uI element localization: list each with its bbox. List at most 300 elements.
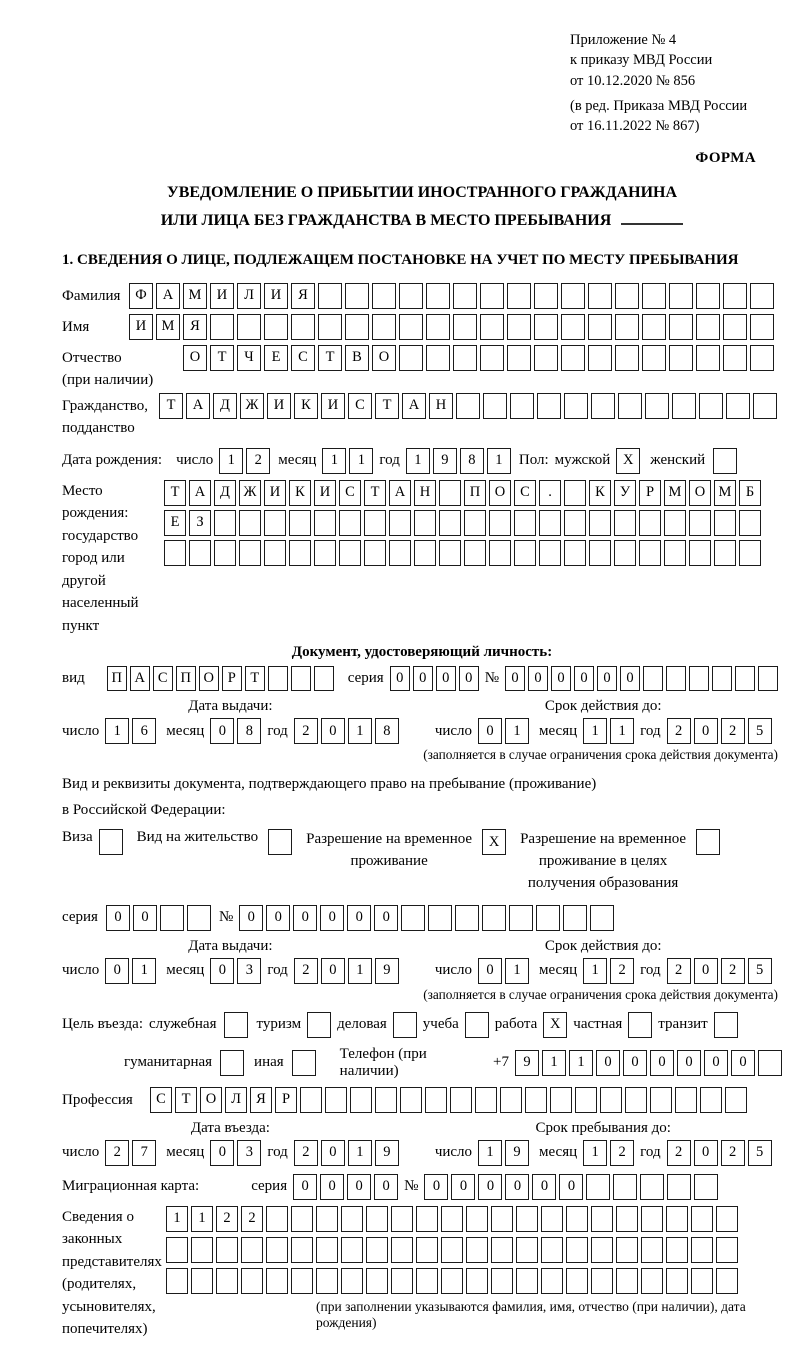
char-box[interactable]: З: [189, 510, 211, 536]
char-box[interactable]: 0: [597, 666, 617, 691]
char-box[interactable]: 2: [667, 718, 691, 744]
char-box[interactable]: [391, 1237, 413, 1263]
char-box[interactable]: [509, 905, 533, 931]
char-box[interactable]: Л: [225, 1087, 247, 1113]
char-box[interactable]: Ч: [237, 345, 261, 371]
char-box[interactable]: [416, 1268, 438, 1294]
char-box[interactable]: [456, 393, 480, 419]
char-box[interactable]: Б: [739, 480, 761, 506]
char-box[interactable]: 0: [347, 1174, 371, 1200]
char-box[interactable]: 1: [191, 1206, 213, 1232]
char-box[interactable]: 2: [294, 958, 318, 984]
char-box[interactable]: С: [291, 345, 315, 371]
char-box[interactable]: [266, 1268, 288, 1294]
char-box[interactable]: [588, 283, 612, 309]
char-box[interactable]: 0: [293, 905, 317, 931]
char-box[interactable]: 0: [374, 1174, 398, 1200]
char-box[interactable]: 1: [166, 1206, 188, 1232]
char-box[interactable]: П: [176, 666, 196, 691]
char-box[interactable]: 9: [433, 448, 457, 474]
char-box[interactable]: [399, 314, 423, 340]
char-box[interactable]: Т: [364, 480, 386, 506]
char-box[interactable]: [566, 1237, 588, 1263]
char-box[interactable]: [696, 345, 720, 371]
char-box[interactable]: Н: [414, 480, 436, 506]
residence-permit-checkbox[interactable]: [268, 829, 292, 855]
char-box[interactable]: М: [156, 314, 180, 340]
char-box[interactable]: 0: [731, 1050, 755, 1076]
char-box[interactable]: [716, 1237, 738, 1263]
char-box[interactable]: [366, 1268, 388, 1294]
char-box[interactable]: Т: [318, 345, 342, 371]
char-box[interactable]: [372, 314, 396, 340]
char-box[interactable]: [426, 314, 450, 340]
char-box[interactable]: [441, 1206, 463, 1232]
char-box[interactable]: [566, 1268, 588, 1294]
char-box[interactable]: 0: [694, 1140, 718, 1166]
char-box[interactable]: А: [156, 283, 180, 309]
char-box[interactable]: [314, 666, 334, 691]
char-box[interactable]: [289, 510, 311, 536]
char-box[interactable]: [489, 540, 511, 566]
char-box[interactable]: [600, 1087, 622, 1113]
char-box[interactable]: [400, 1087, 422, 1113]
char-box[interactable]: 5: [748, 958, 772, 984]
char-box[interactable]: [164, 540, 186, 566]
char-box[interactable]: П: [464, 480, 486, 506]
char-box[interactable]: А: [389, 480, 411, 506]
char-box[interactable]: [666, 666, 686, 691]
char-box[interactable]: [675, 1087, 697, 1113]
char-box[interactable]: 2: [241, 1206, 263, 1232]
char-box[interactable]: 1: [322, 448, 346, 474]
char-box[interactable]: 1: [348, 958, 372, 984]
purpose-business-checkbox[interactable]: [224, 1012, 248, 1038]
char-box[interactable]: [618, 393, 642, 419]
char-box[interactable]: О: [489, 480, 511, 506]
char-box[interactable]: [691, 1206, 713, 1232]
char-box[interactable]: 0: [210, 1140, 234, 1166]
char-box[interactable]: [289, 540, 311, 566]
char-box[interactable]: [339, 510, 361, 536]
char-box[interactable]: [669, 345, 693, 371]
char-box[interactable]: [666, 1206, 688, 1232]
char-box[interactable]: 1: [583, 958, 607, 984]
char-box[interactable]: А: [402, 393, 426, 419]
char-box[interactable]: [389, 510, 411, 536]
char-box[interactable]: [588, 345, 612, 371]
char-box[interactable]: [525, 1087, 547, 1113]
char-box[interactable]: [723, 314, 747, 340]
char-box[interactable]: 8: [460, 448, 484, 474]
char-box[interactable]: [550, 1087, 572, 1113]
char-box[interactable]: [210, 314, 234, 340]
char-box[interactable]: 1: [569, 1050, 593, 1076]
char-box[interactable]: [480, 283, 504, 309]
char-box[interactable]: [589, 510, 611, 536]
char-box[interactable]: В: [345, 345, 369, 371]
char-box[interactable]: [166, 1268, 188, 1294]
char-box[interactable]: [591, 1237, 613, 1263]
char-box[interactable]: 8: [375, 718, 399, 744]
char-box[interactable]: [588, 314, 612, 340]
char-box[interactable]: [510, 393, 534, 419]
char-box[interactable]: [364, 510, 386, 536]
char-box[interactable]: [453, 283, 477, 309]
char-box[interactable]: [714, 510, 736, 536]
char-box[interactable]: [664, 510, 686, 536]
char-box[interactable]: [316, 1268, 338, 1294]
char-box[interactable]: [239, 540, 261, 566]
char-box[interactable]: Т: [175, 1087, 197, 1113]
purpose-transit-checkbox[interactable]: [714, 1012, 738, 1038]
char-box[interactable]: 1: [583, 1140, 607, 1166]
char-box[interactable]: [739, 540, 761, 566]
char-box[interactable]: [723, 345, 747, 371]
char-box[interactable]: [726, 393, 750, 419]
char-box[interactable]: [264, 510, 286, 536]
visa-checkbox[interactable]: [99, 829, 123, 855]
char-box[interactable]: [643, 666, 663, 691]
char-box[interactable]: 1: [542, 1050, 566, 1076]
char-box[interactable]: [389, 540, 411, 566]
purpose-humanitarian-checkbox[interactable]: [220, 1050, 244, 1076]
char-box[interactable]: [166, 1237, 188, 1263]
char-box[interactable]: [401, 905, 425, 931]
char-box[interactable]: [514, 540, 536, 566]
char-box[interactable]: [316, 1237, 338, 1263]
char-box[interactable]: 0: [620, 666, 640, 691]
char-box[interactable]: [191, 1237, 213, 1263]
char-box[interactable]: 9: [375, 1140, 399, 1166]
char-box[interactable]: И: [321, 393, 345, 419]
char-box[interactable]: О: [183, 345, 207, 371]
char-box[interactable]: [669, 283, 693, 309]
char-box[interactable]: [366, 1237, 388, 1263]
char-box[interactable]: [441, 1268, 463, 1294]
char-box[interactable]: [666, 1237, 688, 1263]
char-box[interactable]: [712, 666, 732, 691]
char-box[interactable]: [364, 540, 386, 566]
char-box[interactable]: М: [664, 480, 686, 506]
char-box[interactable]: 9: [505, 1140, 529, 1166]
char-box[interactable]: Т: [375, 393, 399, 419]
char-box[interactable]: [189, 540, 211, 566]
char-box[interactable]: 1: [487, 448, 511, 474]
char-box[interactable]: 1: [583, 718, 607, 744]
purpose-private-checkbox[interactable]: [628, 1012, 652, 1038]
char-box[interactable]: [464, 540, 486, 566]
char-box[interactable]: [160, 905, 184, 931]
char-box[interactable]: [216, 1268, 238, 1294]
char-box[interactable]: [650, 1087, 672, 1113]
char-box[interactable]: [667, 1174, 691, 1200]
char-box[interactable]: [514, 510, 536, 536]
char-box[interactable]: [391, 1206, 413, 1232]
char-box[interactable]: [691, 1237, 713, 1263]
char-box[interactable]: [561, 283, 585, 309]
char-box[interactable]: [325, 1087, 347, 1113]
temp-residence-edu-checkbox[interactable]: [696, 829, 720, 855]
char-box[interactable]: О: [199, 666, 219, 691]
char-box[interactable]: [399, 345, 423, 371]
char-box[interactable]: 1: [349, 448, 373, 474]
char-box[interactable]: И: [264, 283, 288, 309]
char-box[interactable]: [399, 283, 423, 309]
purpose-work-checkbox[interactable]: X: [543, 1012, 567, 1038]
char-box[interactable]: [669, 314, 693, 340]
char-box[interactable]: Я: [250, 1087, 272, 1113]
char-box[interactable]: 3: [237, 958, 261, 984]
char-box[interactable]: [564, 540, 586, 566]
char-box[interactable]: [591, 393, 615, 419]
purpose-other-checkbox[interactable]: [292, 1050, 316, 1076]
char-box[interactable]: [491, 1268, 513, 1294]
char-box[interactable]: Т: [210, 345, 234, 371]
char-box[interactable]: 0: [320, 1174, 344, 1200]
char-box[interactable]: 0: [293, 1174, 317, 1200]
char-box[interactable]: М: [714, 480, 736, 506]
char-box[interactable]: [691, 1268, 713, 1294]
char-box[interactable]: [642, 345, 666, 371]
char-box[interactable]: [664, 540, 686, 566]
char-box[interactable]: [615, 345, 639, 371]
char-box[interactable]: [341, 1237, 363, 1263]
char-box[interactable]: [641, 1268, 663, 1294]
char-box[interactable]: .: [539, 480, 561, 506]
char-box[interactable]: [489, 510, 511, 536]
char-box[interactable]: 0: [505, 1174, 529, 1200]
char-box[interactable]: [689, 540, 711, 566]
char-box[interactable]: 1: [132, 958, 156, 984]
char-box[interactable]: 0: [596, 1050, 620, 1076]
char-box[interactable]: К: [294, 393, 318, 419]
char-box[interactable]: [537, 393, 561, 419]
char-box[interactable]: [266, 1237, 288, 1263]
char-box[interactable]: 1: [478, 1140, 502, 1166]
char-box[interactable]: [491, 1206, 513, 1232]
char-box[interactable]: [318, 314, 342, 340]
char-box[interactable]: 1: [219, 448, 243, 474]
char-box[interactable]: 2: [667, 958, 691, 984]
char-box[interactable]: [672, 393, 696, 419]
char-box[interactable]: У: [614, 480, 636, 506]
char-box[interactable]: [564, 393, 588, 419]
char-box[interactable]: [615, 283, 639, 309]
char-box[interactable]: Л: [237, 283, 261, 309]
char-box[interactable]: [439, 540, 461, 566]
char-box[interactable]: [241, 1268, 263, 1294]
char-box[interactable]: 0: [694, 958, 718, 984]
char-box[interactable]: [241, 1237, 263, 1263]
char-box[interactable]: 0: [321, 718, 345, 744]
char-box[interactable]: [716, 1206, 738, 1232]
char-box[interactable]: Я: [183, 314, 207, 340]
char-box[interactable]: [341, 1268, 363, 1294]
char-box[interactable]: И: [267, 393, 291, 419]
char-box[interactable]: 1: [505, 958, 529, 984]
char-box[interactable]: [614, 540, 636, 566]
char-box[interactable]: [366, 1206, 388, 1232]
char-box[interactable]: 0: [551, 666, 571, 691]
char-box[interactable]: 0: [390, 666, 410, 691]
char-box[interactable]: Д: [214, 480, 236, 506]
char-box[interactable]: [214, 510, 236, 536]
char-box[interactable]: [414, 540, 436, 566]
char-box[interactable]: 0: [478, 718, 502, 744]
char-box[interactable]: [425, 1087, 447, 1113]
char-box[interactable]: [291, 1206, 313, 1232]
char-box[interactable]: [586, 1174, 610, 1200]
char-box[interactable]: 2: [610, 1140, 634, 1166]
char-box[interactable]: [426, 283, 450, 309]
char-box[interactable]: 0: [347, 905, 371, 931]
char-box[interactable]: [187, 905, 211, 931]
char-box[interactable]: [589, 540, 611, 566]
char-box[interactable]: [534, 345, 558, 371]
char-box[interactable]: [758, 1050, 782, 1076]
char-box[interactable]: [536, 905, 560, 931]
char-box[interactable]: [507, 283, 531, 309]
char-box[interactable]: [491, 1237, 513, 1263]
char-box[interactable]: [625, 1087, 647, 1113]
char-box[interactable]: С: [348, 393, 372, 419]
char-box[interactable]: 0: [413, 666, 433, 691]
char-box[interactable]: Т: [159, 393, 183, 419]
char-box[interactable]: 0: [505, 666, 525, 691]
char-box[interactable]: С: [514, 480, 536, 506]
char-box[interactable]: [466, 1268, 488, 1294]
char-box[interactable]: [750, 314, 774, 340]
char-box[interactable]: [590, 905, 614, 931]
char-box[interactable]: [350, 1087, 372, 1113]
char-box[interactable]: 1: [348, 1140, 372, 1166]
char-box[interactable]: 6: [132, 718, 156, 744]
char-box[interactable]: [539, 510, 561, 536]
char-box[interactable]: И: [264, 480, 286, 506]
char-box[interactable]: 2: [610, 958, 634, 984]
char-box[interactable]: 0: [694, 718, 718, 744]
char-box[interactable]: [696, 314, 720, 340]
char-box[interactable]: А: [130, 666, 150, 691]
char-box[interactable]: [441, 1237, 463, 1263]
char-box[interactable]: [480, 345, 504, 371]
char-box[interactable]: 3: [237, 1140, 261, 1166]
char-box[interactable]: С: [150, 1087, 172, 1113]
char-box[interactable]: [345, 283, 369, 309]
char-box[interactable]: [314, 510, 336, 536]
char-box[interactable]: [466, 1237, 488, 1263]
char-box[interactable]: [564, 480, 586, 506]
char-box[interactable]: 1: [610, 718, 634, 744]
char-box[interactable]: 0: [210, 718, 234, 744]
char-box[interactable]: 0: [320, 905, 344, 931]
char-box[interactable]: С: [339, 480, 361, 506]
char-box[interactable]: 0: [704, 1050, 728, 1076]
char-box[interactable]: 1: [105, 718, 129, 744]
char-box[interactable]: [641, 1206, 663, 1232]
char-box[interactable]: [318, 283, 342, 309]
char-box[interactable]: [616, 1268, 638, 1294]
char-box[interactable]: [700, 1087, 722, 1113]
char-box[interactable]: [345, 314, 369, 340]
char-box[interactable]: Е: [264, 345, 288, 371]
char-box[interactable]: [723, 283, 747, 309]
char-box[interactable]: [214, 540, 236, 566]
char-box[interactable]: [616, 1237, 638, 1263]
char-box[interactable]: 0: [677, 1050, 701, 1076]
char-box[interactable]: 0: [478, 958, 502, 984]
char-box[interactable]: [516, 1206, 538, 1232]
char-box[interactable]: [453, 345, 477, 371]
char-box[interactable]: [750, 283, 774, 309]
char-box[interactable]: А: [186, 393, 210, 419]
char-box[interactable]: [561, 314, 585, 340]
char-box[interactable]: [541, 1268, 563, 1294]
char-box[interactable]: [314, 540, 336, 566]
char-box[interactable]: Е: [164, 510, 186, 536]
char-box[interactable]: Ж: [239, 480, 261, 506]
char-box[interactable]: [750, 345, 774, 371]
char-box[interactable]: [482, 905, 506, 931]
char-box[interactable]: 0: [451, 1174, 475, 1200]
char-box[interactable]: [372, 283, 396, 309]
char-box[interactable]: [439, 480, 461, 506]
char-box[interactable]: [414, 510, 436, 536]
char-box[interactable]: О: [200, 1087, 222, 1113]
char-box[interactable]: Р: [275, 1087, 297, 1113]
char-box[interactable]: [642, 283, 666, 309]
char-box[interactable]: П: [107, 666, 127, 691]
char-box[interactable]: [575, 1087, 597, 1113]
char-box[interactable]: 2: [216, 1206, 238, 1232]
char-box[interactable]: [689, 666, 709, 691]
char-box[interactable]: [563, 905, 587, 931]
char-box[interactable]: 1: [505, 718, 529, 744]
char-box[interactable]: [375, 1087, 397, 1113]
char-box[interactable]: [507, 345, 531, 371]
char-box[interactable]: 0: [528, 666, 548, 691]
char-box[interactable]: [339, 540, 361, 566]
char-box[interactable]: [534, 314, 558, 340]
char-box[interactable]: [216, 1237, 238, 1263]
char-box[interactable]: 0: [105, 958, 129, 984]
char-box[interactable]: [753, 393, 777, 419]
char-box[interactable]: [694, 1174, 718, 1200]
char-box[interactable]: 0: [106, 905, 130, 931]
char-box[interactable]: А: [189, 480, 211, 506]
char-box[interactable]: [455, 905, 479, 931]
char-box[interactable]: [428, 905, 452, 931]
char-box[interactable]: 2: [294, 718, 318, 744]
char-box[interactable]: 2: [721, 958, 745, 984]
char-box[interactable]: [416, 1237, 438, 1263]
char-box[interactable]: 2: [105, 1140, 129, 1166]
char-box[interactable]: Р: [639, 480, 661, 506]
char-box[interactable]: [480, 314, 504, 340]
char-box[interactable]: 7: [132, 1140, 156, 1166]
char-box[interactable]: [500, 1087, 522, 1113]
char-box[interactable]: [641, 1237, 663, 1263]
char-box[interactable]: Ф: [129, 283, 153, 309]
char-box[interactable]: [639, 540, 661, 566]
purpose-tourism-checkbox[interactable]: [307, 1012, 331, 1038]
char-box[interactable]: [416, 1206, 438, 1232]
char-box[interactable]: [264, 314, 288, 340]
char-box[interactable]: [561, 345, 585, 371]
char-box[interactable]: 0: [266, 905, 290, 931]
char-box[interactable]: [642, 314, 666, 340]
